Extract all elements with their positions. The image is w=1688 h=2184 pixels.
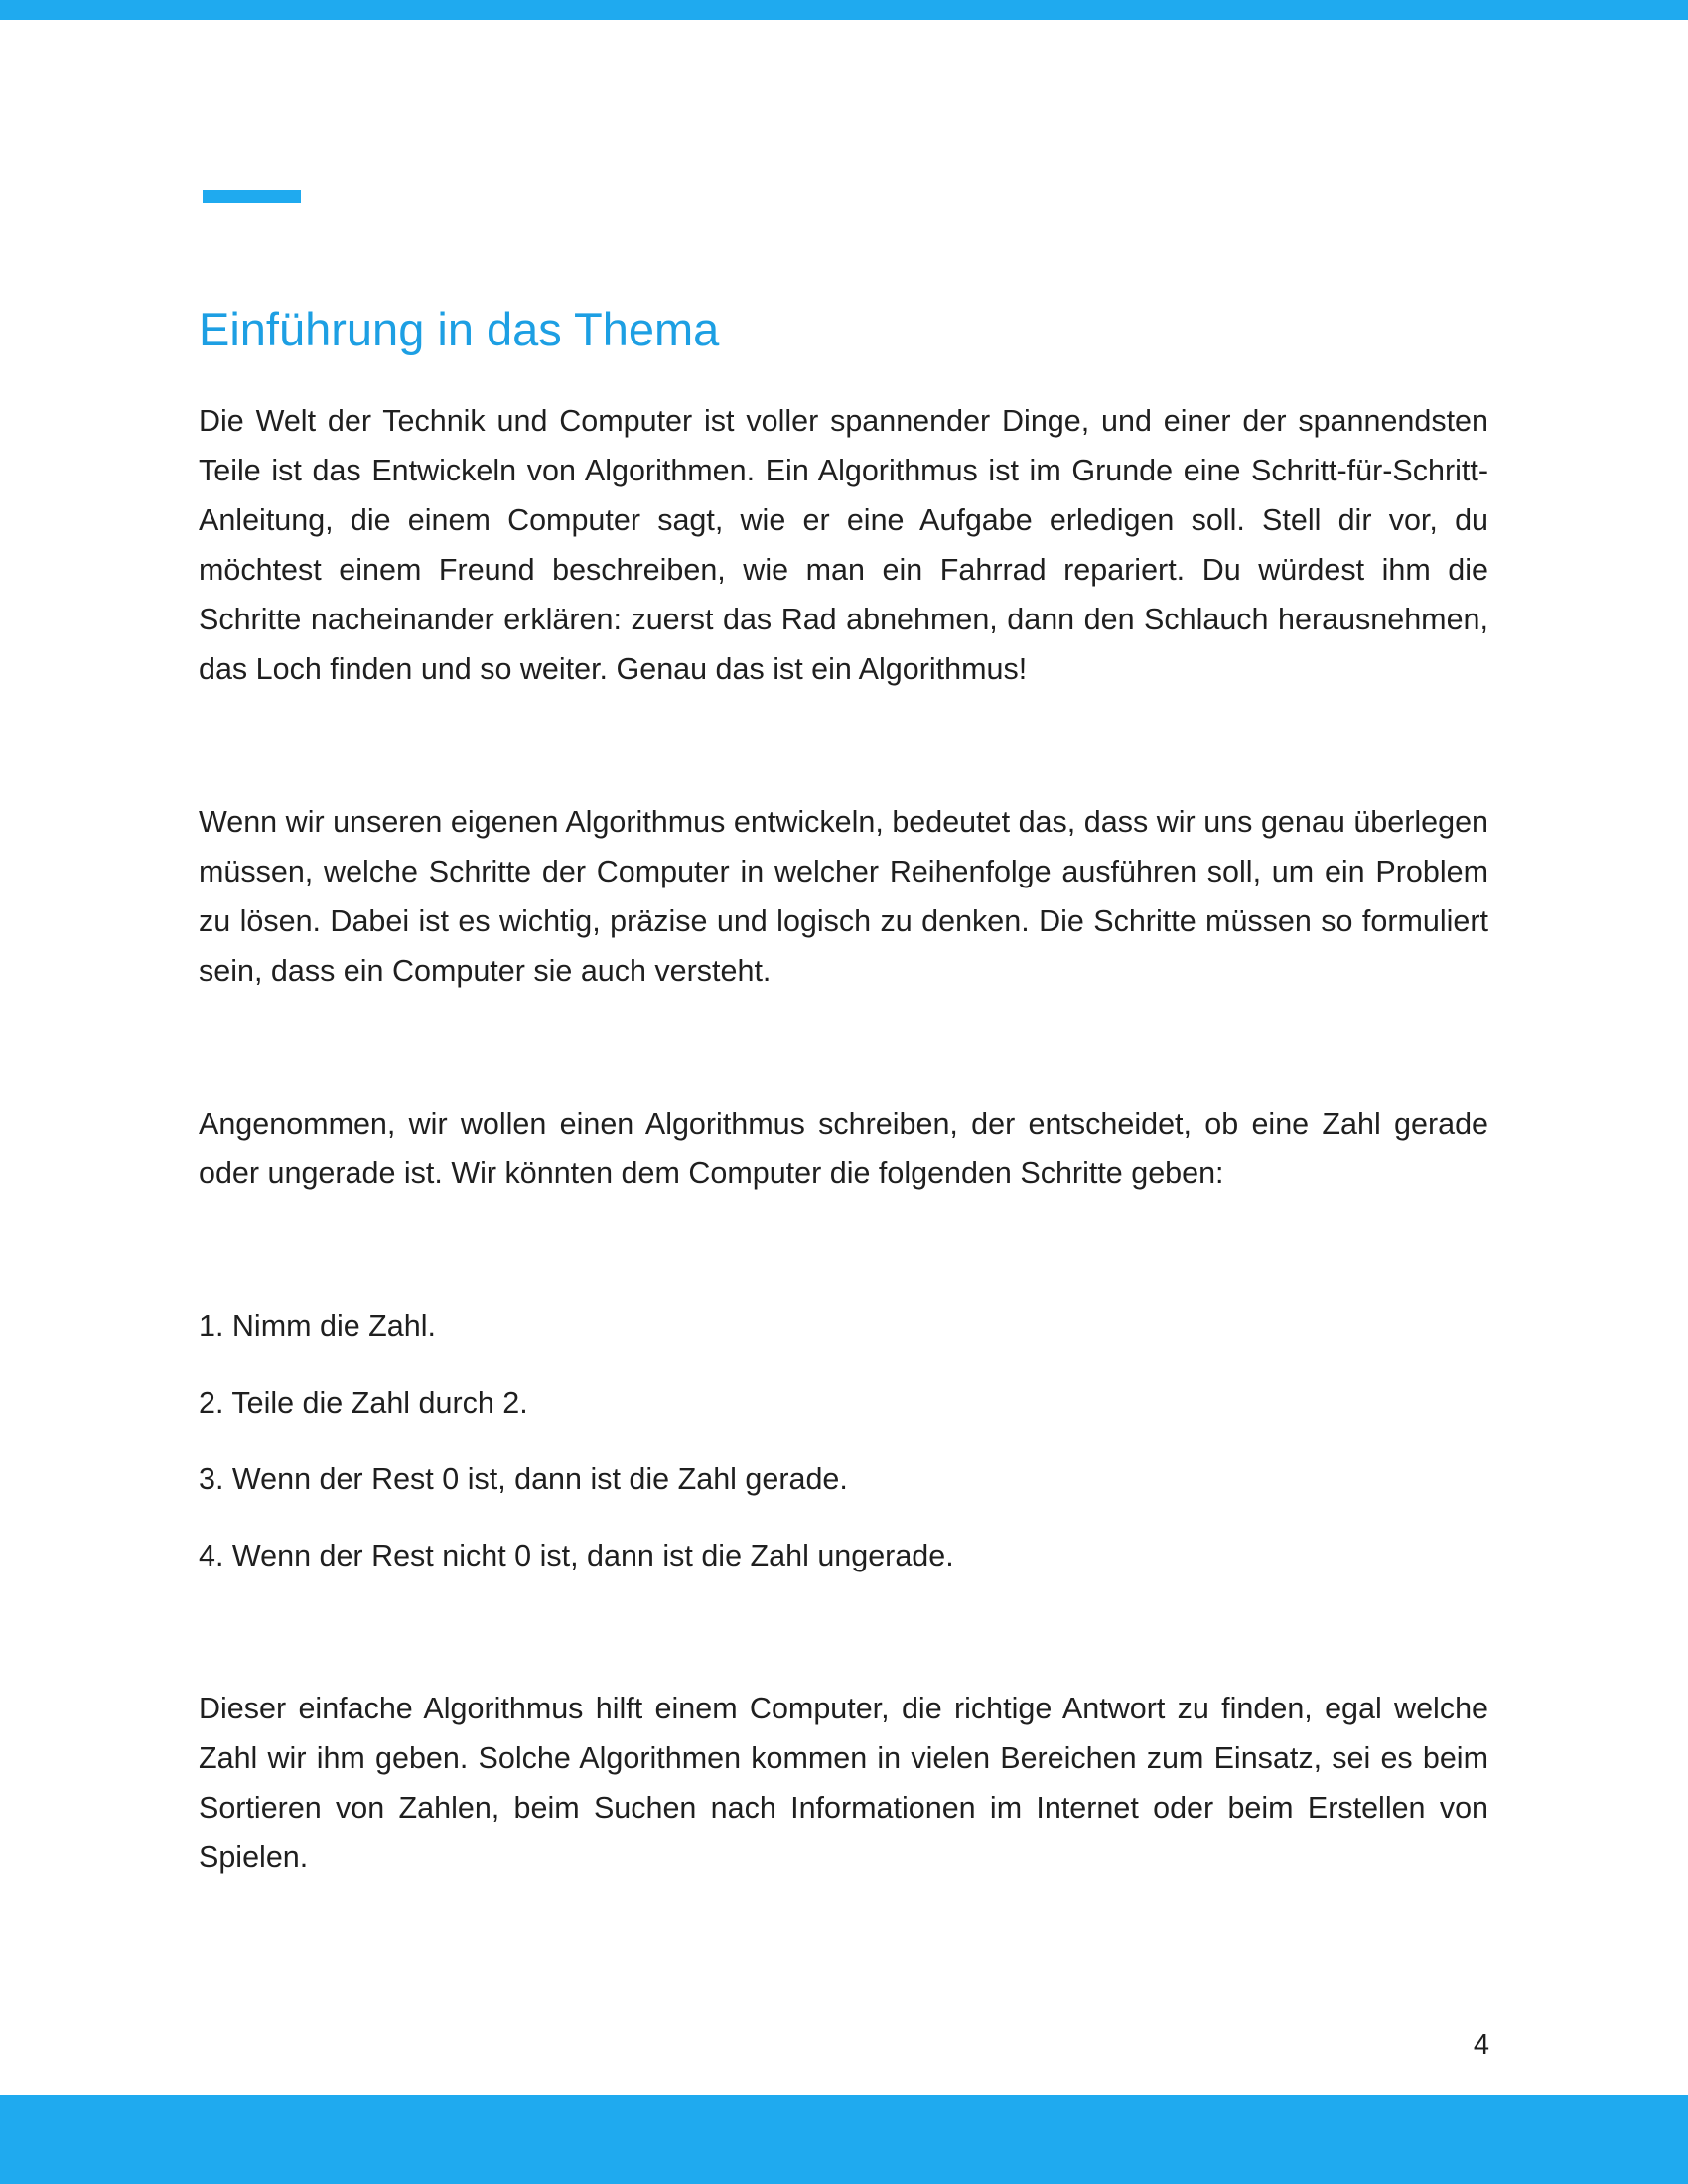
heading-accent-dash bbox=[203, 190, 301, 203]
list-item: 3. Wenn der Rest 0 ist, dann ist die Zahl gerade. bbox=[199, 1462, 848, 1496]
list-item: 1. Nimm die Zahl. bbox=[199, 1309, 436, 1343]
paragraph-spacer bbox=[199, 694, 1488, 797]
paragraph-spacer bbox=[199, 1580, 1488, 1684]
steps-list bbox=[199, 1301, 1488, 1580]
list-item: 2. Teile die Zahl durch 2. bbox=[199, 1386, 528, 1420]
top-accent-bar bbox=[0, 0, 1688, 20]
list-item: 4. Wenn der Rest nicht 0 ist, dann ist die Zahl ungerade. bbox=[199, 1539, 954, 1572]
bottom-accent-bar bbox=[0, 2095, 1688, 2184]
paragraph-own-algorithm: Wenn wir unseren eigenen Algorithmus entwickeln, bedeutet das, dass wir uns genau überlegen müssen, welche Schritte der Computer in welcher Reihenfolge ausführen soll, um ein Problem zu lösen. Dabei ist es wichtig, präzise und logisch zu denken. Die Schritte müssen so formuliert sein, dass ein Computer sie auch versteht. bbox=[199, 805, 1488, 988]
body-content bbox=[199, 396, 1488, 1882]
page-number: 4 bbox=[1473, 2029, 1489, 2061]
paragraph-closing: Dieser einfache Algorithmus hilft einem Computer, die richtige Antwort zu finden, egal welche Zahl wir ihm geben. Solche Algorithmen kommen in vielen Bereichen zum Einsatz, sei es beim Sortieren von Zahlen, beim Suchen nach Informationen im Internet oder beim Erstellen von Spielen. bbox=[199, 1692, 1488, 1874]
paragraph-intro: Die Welt der Technik und Computer ist voller spannender Dinge, und einer der spannendsten Teile ist das Entwickeln von Algorithmen. Ein Algorithmus ist im Grunde eine Schritt-für-Schritt-Anleitung, die einem Computer sagt, wie er eine Aufgabe erledigen soll. Stell dir vor, du möchtest einem Freund beschreiben, wie man ein Fahrrad repariert. Du würdest ihm die Schritte nacheinander erklären: zuerst das Rad abnehmen, dann den Schlauch herausnehmen, das Loch finden und so weiter. Genau das ist ein Algorithmus! bbox=[199, 404, 1488, 686]
page-title: Einführung in das Thema bbox=[199, 303, 720, 355]
paragraph-spacer bbox=[199, 996, 1488, 1099]
paragraph-spacer bbox=[199, 1198, 1488, 1301]
paragraph-example: Angenommen, wir wollen einen Algorithmus schreiben, der entscheidet, ob eine Zahl gerade oder ungerade ist. Wir könnten dem Computer die folgenden Schritte geben: bbox=[199, 1107, 1488, 1190]
